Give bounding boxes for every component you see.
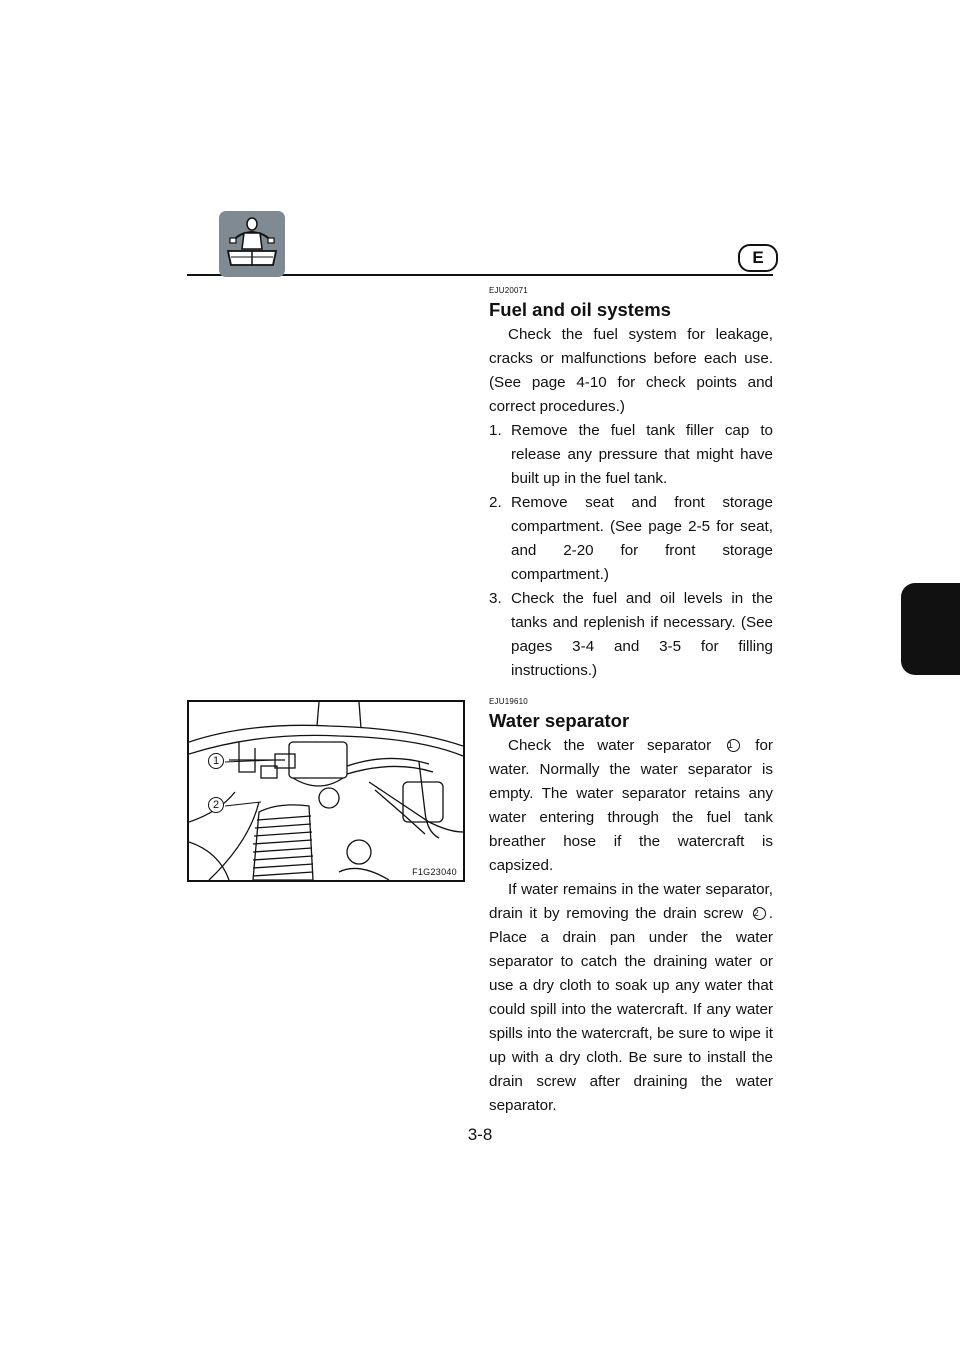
reference-marker-2: 2	[753, 907, 766, 920]
figure-callout-2: 2	[208, 797, 224, 813]
water-separator-section	[489, 697, 773, 1118]
list-item: 3. Check the fuel and oil levels in the tanks and replenish if necessary. (See pages 3-4 and 3-5 for filling instructions.)	[489, 590, 773, 679]
jet-ski-rider-icon	[219, 211, 285, 277]
section-title: Fuel and oil systems	[489, 299, 671, 320]
section-title: Water separator	[489, 710, 630, 731]
section-code: EJU19610	[489, 697, 528, 706]
paragraph: If water remains in the water separator, drain it by removing the drain screw 2 . Place a drain pan under the water separator to catch the draining water or use a dry cloth to soak up any water that could spill into the watercraft. If any water spills into the watercraft, be sure to wipe it up with a dry cloth. Be sure to install the drain screw after draining the water separator.	[489, 881, 773, 1114]
engine-illustration	[189, 702, 463, 880]
steps-list	[489, 419, 773, 683]
section-intro: Check the fuel system for leakage, cracks or malfunctions before each use. (See page 4-10 for check points and correct procedures.)	[489, 326, 773, 415]
reference-marker-1: 1	[727, 739, 740, 752]
language-badge: E	[738, 244, 778, 272]
fuel-oil-section	[489, 286, 773, 683]
figure-callout-1: 1	[208, 753, 224, 769]
figure-code: F1G23040	[412, 867, 457, 877]
page-number: 3-8	[467, 1125, 493, 1144]
paragraph: Check the water separator 1 for water. Normally the water separator is empty. The water separator retains any water entering through the fuel tank breather hose if the watercraft is capsized.	[489, 737, 773, 874]
section-code: EJU20071	[489, 286, 528, 295]
list-item: 1. Remove the fuel tank filler cap to release any pressure that might have built up in the fuel tank.	[489, 422, 773, 487]
chapter-tab	[901, 583, 960, 675]
list-item: 2. Remove seat and front storage compartment. (See page 2-5 for seat, and 2-20 for front storage compartment.)	[489, 494, 773, 583]
water-separator-figure	[187, 700, 465, 882]
